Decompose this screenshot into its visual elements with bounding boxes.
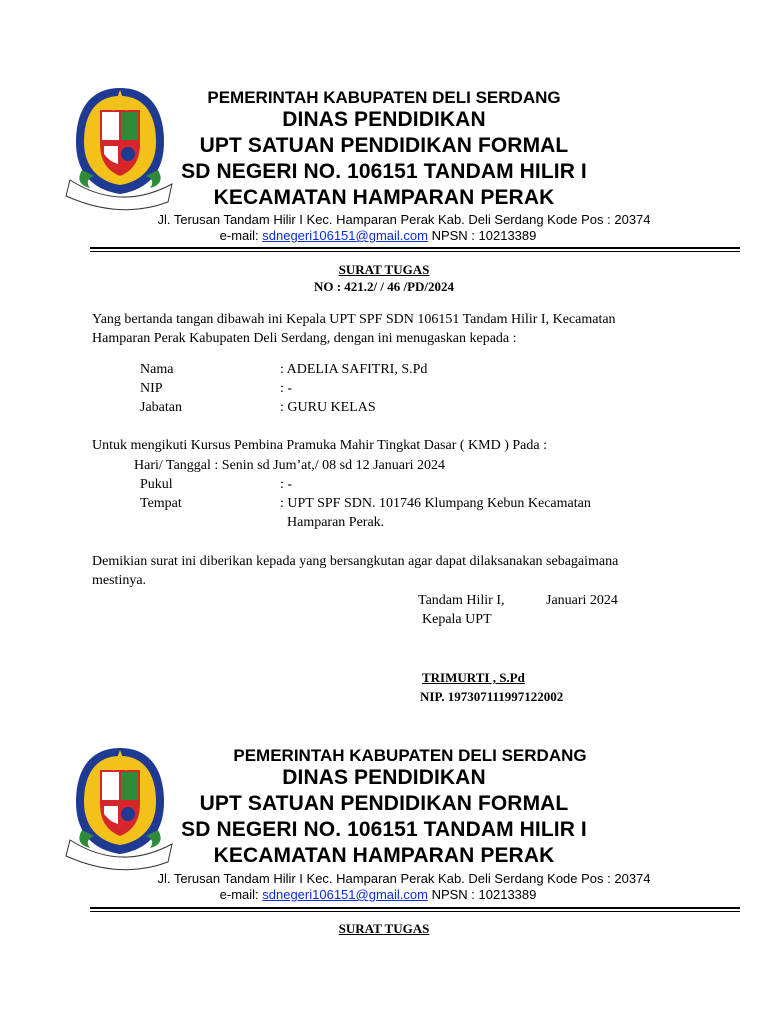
school-name: SD NEGERI NO. 106151 TANDAM HILIR I xyxy=(181,160,587,183)
npsn-text-2: NPSN : 10213389 xyxy=(427,887,537,902)
email-link[interactable]: sdnegeri106151@gmail.com xyxy=(262,228,428,243)
email-link-2[interactable]: sdnegeri106151@gmail.com xyxy=(262,887,428,902)
letterhead-rule-thin-2 xyxy=(90,911,740,912)
signer-name: TRIMURTI , S.Pd xyxy=(422,670,525,685)
email-label: e-mail: xyxy=(219,228,263,243)
unit-name-2: UPT SATUAN PENDIDIKAN FORMAL xyxy=(199,792,569,815)
intro-line-2: Hamparan Perak Kabupaten Deli Serdang, dengan ini menugaskan kepada : xyxy=(92,331,517,346)
government-name-2: PEMERINTAH KABUPATEN DELI SERDANG xyxy=(233,746,587,765)
schedule-day: Hari/ Tanggal : Senin sd Jum’at,/ 08 sd 12 Januari 2024 xyxy=(134,458,446,473)
government-name: PEMERINTAH KABUPATEN DELI SERDANG xyxy=(207,88,561,107)
assignee-name-label: Nama xyxy=(140,362,174,377)
assignee-position-label: Jabatan xyxy=(140,400,182,415)
letter-title xyxy=(0,262,768,278)
school-address-2: Jl. Terusan Tandam Hilir I Kec. Hamparan Perak Kab. Deli Serdang Kode Pos : 20374 xyxy=(157,871,651,886)
letterhead-rule-thick-2 xyxy=(90,907,740,909)
contact-line-2 xyxy=(0,887,762,902)
schedule-time-value: : - xyxy=(280,477,293,492)
assignee-position-value: : GURU KELAS xyxy=(280,400,376,415)
letter-title-2 xyxy=(0,921,768,937)
letterhead-rule-thick xyxy=(90,247,740,249)
intro-line-1: Yang bertanda tangan dibawah ini Kepala UPT SPF SDN 106151 Tandam Hilir I, Kecamatan xyxy=(92,312,616,327)
unit-name: UPT SATUAN PENDIDIKAN FORMAL xyxy=(199,134,569,157)
purpose-text: Untuk mengikuti Kursus Pembina Pramuka Mahir Tingkat Dasar ( KMD ) Pada : xyxy=(92,438,547,453)
schedule-place-value-2: Hamparan Perak. xyxy=(287,515,385,530)
school-name-2: SD NEGERI NO. 106151 TANDAM HILIR I xyxy=(181,818,587,841)
signer-nip: NIP. 197307111997122002 xyxy=(420,689,564,704)
letterhead-rule-thin xyxy=(90,251,740,252)
agency-name-2: DINAS PENDIDIKAN xyxy=(282,766,486,789)
signature-date: Januari 2024 xyxy=(546,593,618,608)
letter-number: NO : 421.2/ / 46 /PD/2024 xyxy=(313,279,455,294)
email-label-2: e-mail: xyxy=(219,887,263,902)
assignee-nip-label: NIP xyxy=(140,381,163,396)
signer-position: Kepala UPT xyxy=(422,612,492,627)
schedule-place-label: Tempat xyxy=(140,496,182,511)
assignee-name-value: : ADELIA SAFITRI, S.Pd xyxy=(280,362,428,377)
npsn-text: NPSN : 10213389 xyxy=(427,228,537,243)
district-name: KECAMATAN HAMPARAN PERAK xyxy=(213,186,555,209)
letter-title-text-2: SURAT TUGAS xyxy=(338,921,430,936)
signature-place: Tandam Hilir I, xyxy=(418,593,505,608)
schedule-time-label: Pukul xyxy=(140,477,173,492)
school-address: Jl. Terusan Tandam Hilir I Kec. Hamparan Perak Kab. Deli Serdang Kode Pos : 20374 xyxy=(157,212,651,227)
agency-name: DINAS PENDIDIKAN xyxy=(282,108,486,131)
contact-line xyxy=(0,228,762,243)
schedule-place-value-1: : UPT SPF SDN. 101746 Klumpang Kebun Kecamatan xyxy=(280,496,591,511)
district-name-2: KECAMATAN HAMPARAN PERAK xyxy=(213,844,555,867)
assignee-nip-value: : - xyxy=(280,381,293,396)
closing-line-1: Demikian surat ini diberikan kepada yang bersangkutan agar dapat dilaksanakan sebagaimana xyxy=(92,554,619,569)
letter-title-text: SURAT TUGAS xyxy=(338,262,430,277)
closing-line-2: mestinya. xyxy=(92,573,147,588)
